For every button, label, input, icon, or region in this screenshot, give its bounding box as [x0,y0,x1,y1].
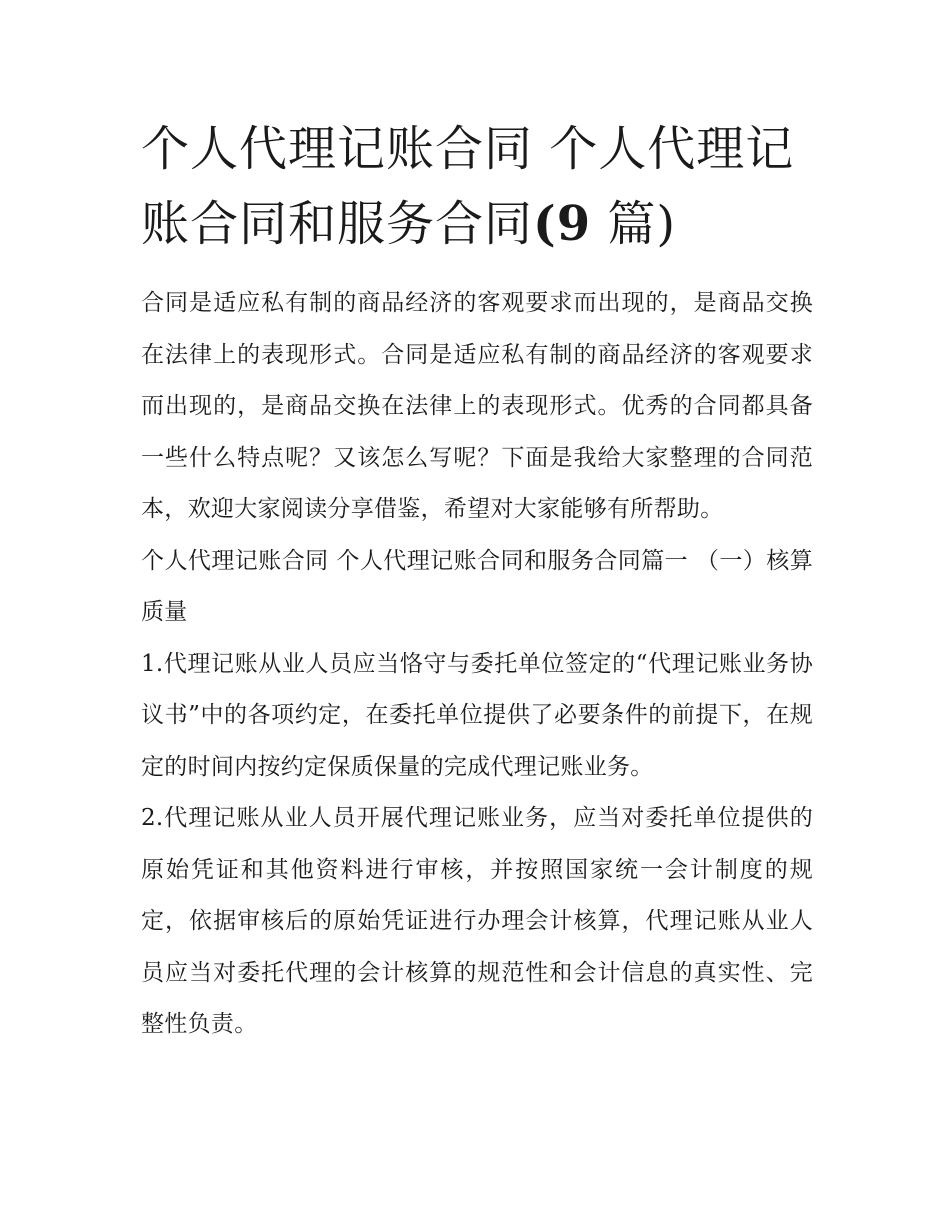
title-text: 个人代理记账合同 个人代理记账合同和服务合同 [141,121,795,252]
document-page [141,112,813,1051]
list-item-1: 1.代理记账从业人员应当恪守与委托单位签定的“代理记账业务协议书”中的各项约定，在委托单位提供了必要条件的前提下，在规定的时间内按约定保质保量的完成代理记账业务。 [141,650,813,780]
title-count: (9 [533,196,592,252]
intro-paragraph: 合同是适应私有制的商品经济的客观要求而出现的，是商品交换在法律上的表现形式。合同是适应私有制的商品经济的客观要求而出现的，是商品交换在法律上的表现形式。优秀的合同都具备一些什么特点呢？又该怎么写呢？下面是我给大家整理的合同范本，欢迎大家阅读分享借鉴，希望对大家能够有所帮助。 [141,290,813,522]
section-heading: 个人代理记账合同 个人代理记账合同和服务合同篇一 （一）核算质量 [141,547,813,625]
document-title [141,112,813,262]
list-item-2: 2.代理记账从业人员开展代理记账业务，应当对委托单位提供的原始凭证和其他资料进行审核，并按照国家统一会计制度的规定，依据审核后的原始凭证进行办理会计核算，代理记账从业人员应当对委托代理的会计核算的规范性和会计信息的真实性、完整性负责。 [141,805,813,1037]
title-suffix: 篇) [591,196,677,252]
